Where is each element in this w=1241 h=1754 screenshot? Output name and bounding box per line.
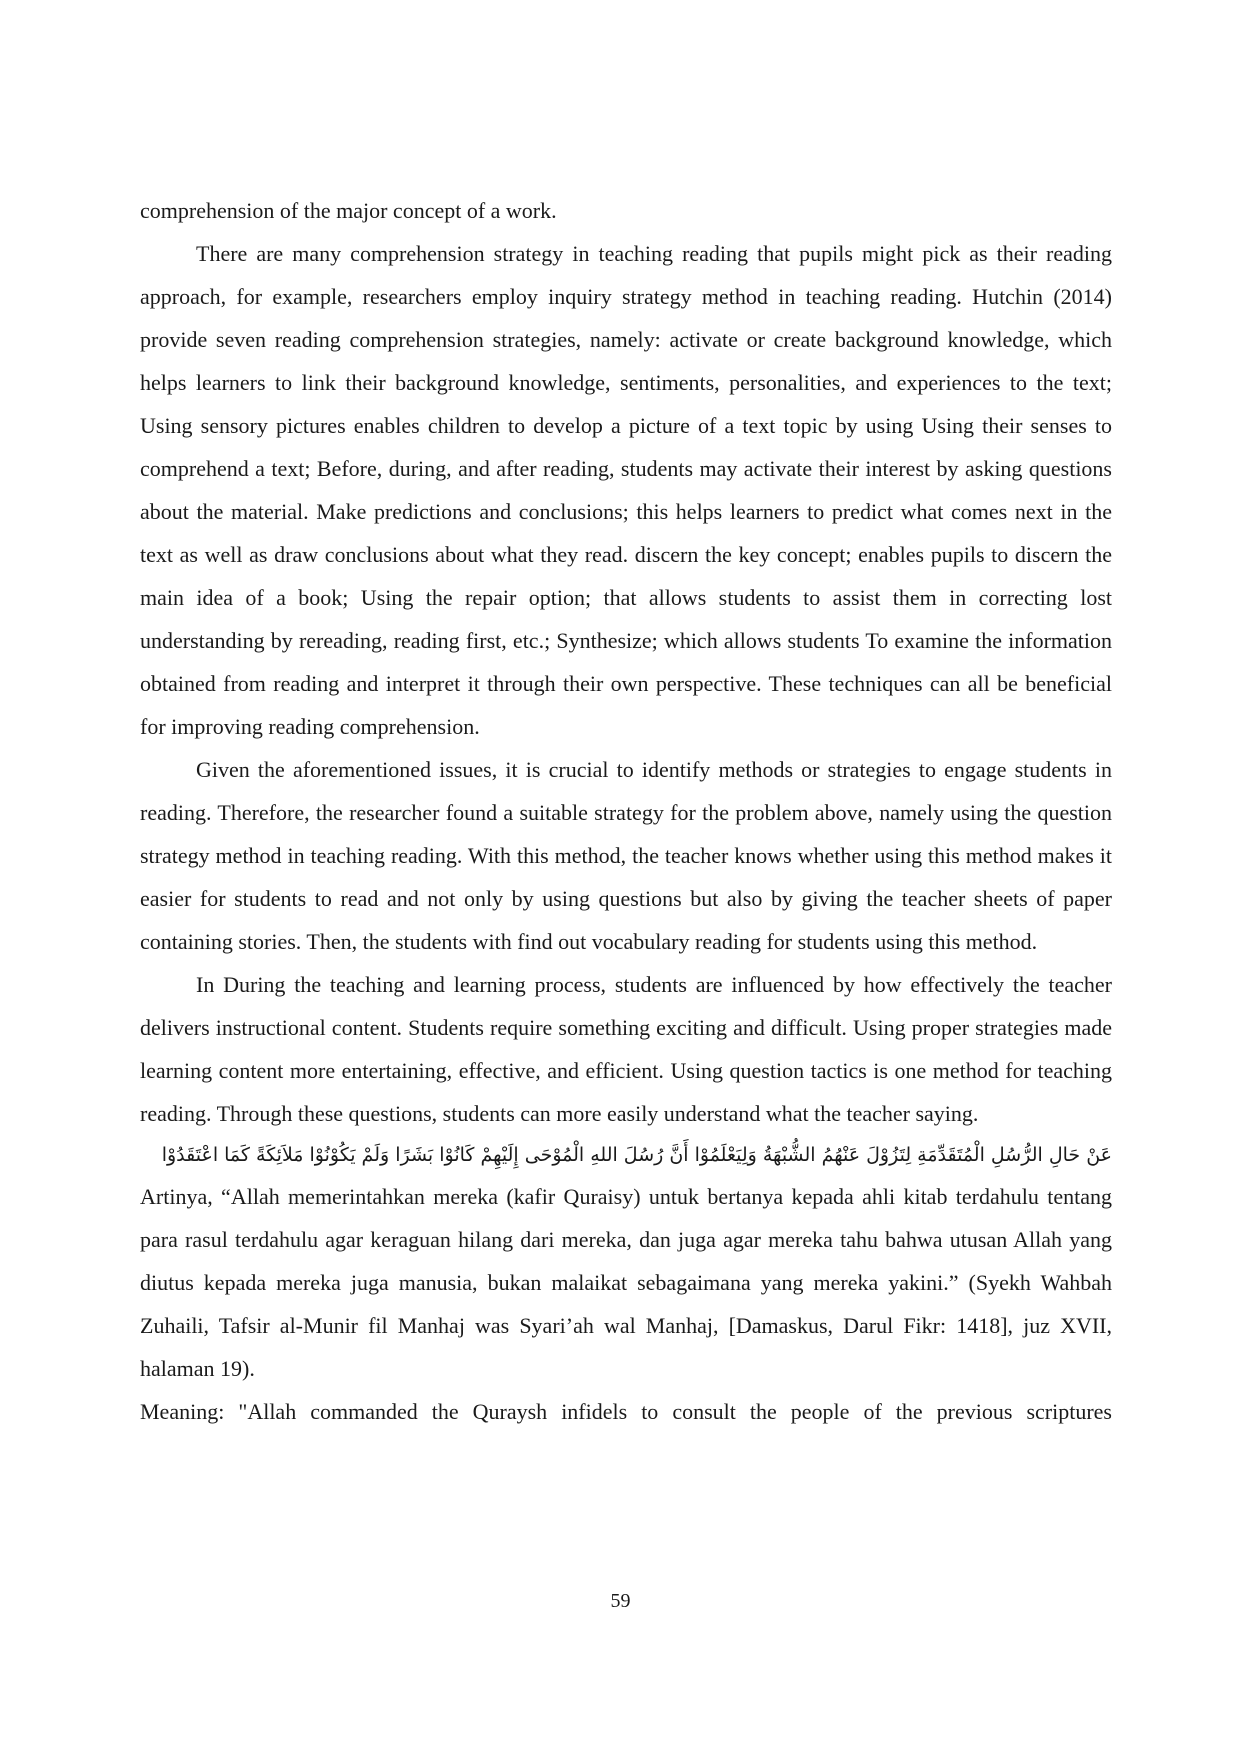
- paragraph-strategies: There are many comprehension strategy in teaching reading that pupils might pick as their reading approach, for example, researchers employ inquiry strategy method in teaching reading. Hutchin (2014) provide seven reading comprehension strategies, namely: activate or create background knowledge, which helps learners to link their background knowledge, sentiments, personalities, and experiences to the text; Using sensory pictures enables children to develop a picture of a text topic by using Using their senses to comprehend a text; Before, during, and after reading, students may activate their interest by asking questions about the material. Make predictions and conclusions; this helps learners to predict what comes next in the text as well as draw conclusions about what they read. discern the key concept; enables pupils to discern the main idea of a book; Using the repair option; that allows students to assist them in correcting lost understanding by rereading, reading first, etc.; Synthesize; which allows students To examine the information obtained from reading and interpret it through their own perspective. These techniques can all be beneficial for improving reading comprehension.: [140, 241, 1112, 739]
- page-number: 59: [610, 1590, 631, 1612]
- meaning-line: Meaning: "Allah commanded the Quraysh infidels to consult the people of the previous scriptures: [140, 1399, 1112, 1424]
- opening-line: comprehension of the major concept of a work.: [140, 198, 557, 223]
- translation-quote: Artinya, “Allah memerintahkan mereka (kafir Quraisy) untuk bertanya kepada ahli kitab terdahulu tentang para rasul terdahulu agar keraguan hilang dari mereka, dan juga agar mereka tahu bahwa utusan Allah yang diutus kepada mereka juga manusia, bukan malaikat sebagaimana yang mereka yakini.” (Syekh Wahbah Zuhaili, Tafsir al-Munir fil Manhaj was Syari’ah wal Manhaj, [Damaskus, Darul Fikr: 1418], juz XVII, halaman 19).: [140, 1184, 1112, 1381]
- document-page: [140, 189, 1112, 1433]
- paragraph-teaching-process: In During the teaching and learning process, students are influenced by how effectively the teacher delivers instructional content. Students require something exciting and difficult. Using proper strategies made learning content more entertaining, effective, and efficient. Using question tactics is one method for teaching reading. Through these questions, students can more easily understand what the teacher saying.: [140, 972, 1112, 1126]
- arabic-quote: عَنْ حَالِ الرُّسُلِ الْمُتَقَدِّمَةِ لِتَزُوْلَ عَنْهُمُ الشُّبْهَةُ وَلِيَعْلَمُوْا أَنَّ رُسُلَ اللهِ الْمُوْحَى إِلَيْهِمْ كَانُوْا بَشَرًا وَلَمْ يَكُوْنُوْا مَلاَئِكَةً كَمَا اعْتَقَدُوْا: [161, 1144, 1112, 1166]
- paragraph-issues: Given the aforementioned issues, it is crucial to identify methods or strategies to engage students in reading. Therefore, the researcher found a suitable strategy for the problem above, namely using the question strategy method in teaching reading. With this method, the teacher knows whether using this method makes it easier for students to read and not only by using questions but also by giving the teacher sheets of paper containing stories. Then, the students with find out vocabulary reading for students using this method.: [140, 757, 1112, 954]
